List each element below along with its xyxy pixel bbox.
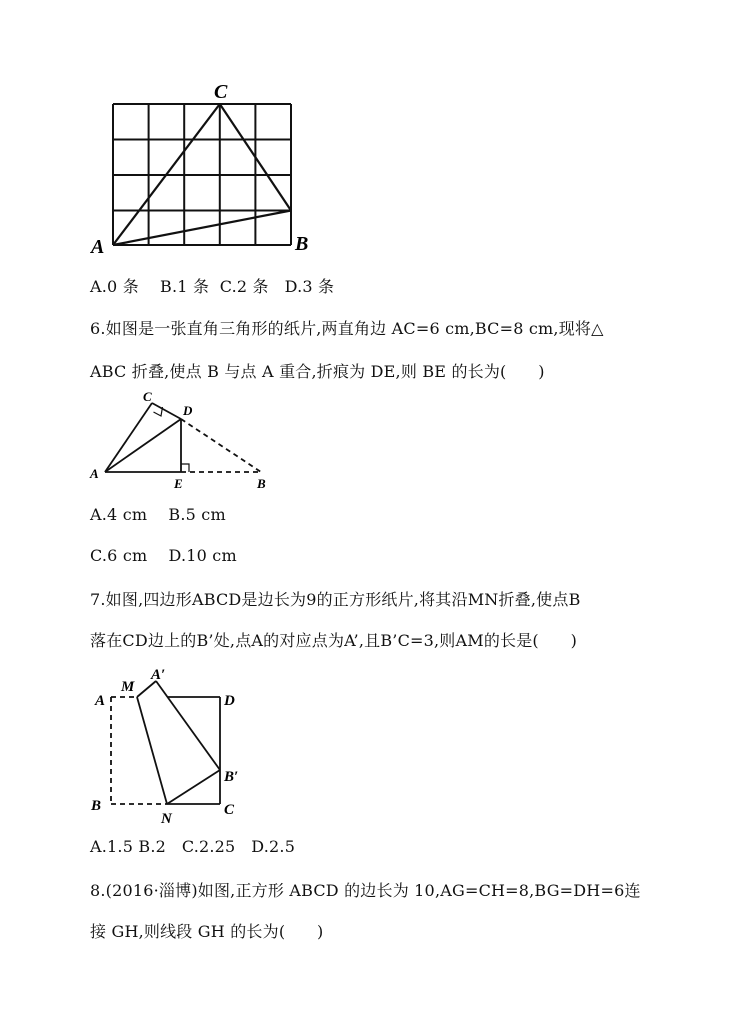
q7-options: A.1.5 B.2 C.2.25 D.2.5 bbox=[90, 837, 296, 856]
q6-options-line2: C.6 cm D.10 cm bbox=[90, 546, 237, 565]
vertex-label-m: M bbox=[121, 679, 135, 695]
vertex-label-c: C bbox=[214, 81, 228, 103]
q7-text-line1: 7.如图,四边形ABCD是边长为9的正方形纸片,将其沿MN折叠,使点B bbox=[90, 590, 581, 609]
vertex-label-a: A bbox=[90, 466, 99, 481]
vertex-label-b: B bbox=[257, 476, 266, 491]
vertex-label-e: E bbox=[174, 476, 183, 491]
folded-square-figure bbox=[85, 660, 265, 830]
vertex-label-n: N bbox=[161, 811, 172, 827]
vertex-label-a-prime: A′ bbox=[151, 667, 166, 683]
q8-text-line2: 接 GH,则线段 GH 的长为( ) bbox=[90, 922, 324, 941]
vertex-label-d: D bbox=[224, 693, 235, 709]
vertex-label-a: A bbox=[95, 693, 106, 709]
q8-text-line1: 8.(2016·淄博)如图,正方形 ABCD 的边长为 10,AG=CH=8,BG=DH=6连 bbox=[90, 881, 641, 900]
q6-text-line1: 6.如图是一张直角三角形的纸片,两直角边 AC=6 cm,BC=8 cm,现将△ bbox=[90, 319, 604, 338]
vertex-label-c: C bbox=[224, 802, 235, 818]
vertex-label-b: B bbox=[91, 798, 102, 814]
q5-options: A.0 条 B.1 条 C.2 条 D.3 条 bbox=[90, 277, 335, 296]
vertex-label-b: B bbox=[295, 233, 309, 255]
vertex-label-b-prime: B′ bbox=[224, 769, 239, 785]
folded-triangle-figure bbox=[85, 385, 285, 495]
vertex-label-c: C bbox=[143, 389, 152, 404]
q6-options-line1: A.4 cm B.5 cm bbox=[90, 505, 226, 524]
q7-text-line2: 落在CD边上的B’处,点A的对应点为A’,且B’C=3,则AM的长是( ) bbox=[90, 631, 578, 650]
q6-text-line2: ABC 折叠,使点 B 与点 A 重合,折痕为 DE,则 BE 的长为( ) bbox=[90, 362, 545, 381]
vertex-label-a: A bbox=[91, 236, 105, 258]
grid-triangle-figure bbox=[85, 78, 325, 258]
vertex-label-d: D bbox=[183, 403, 193, 418]
